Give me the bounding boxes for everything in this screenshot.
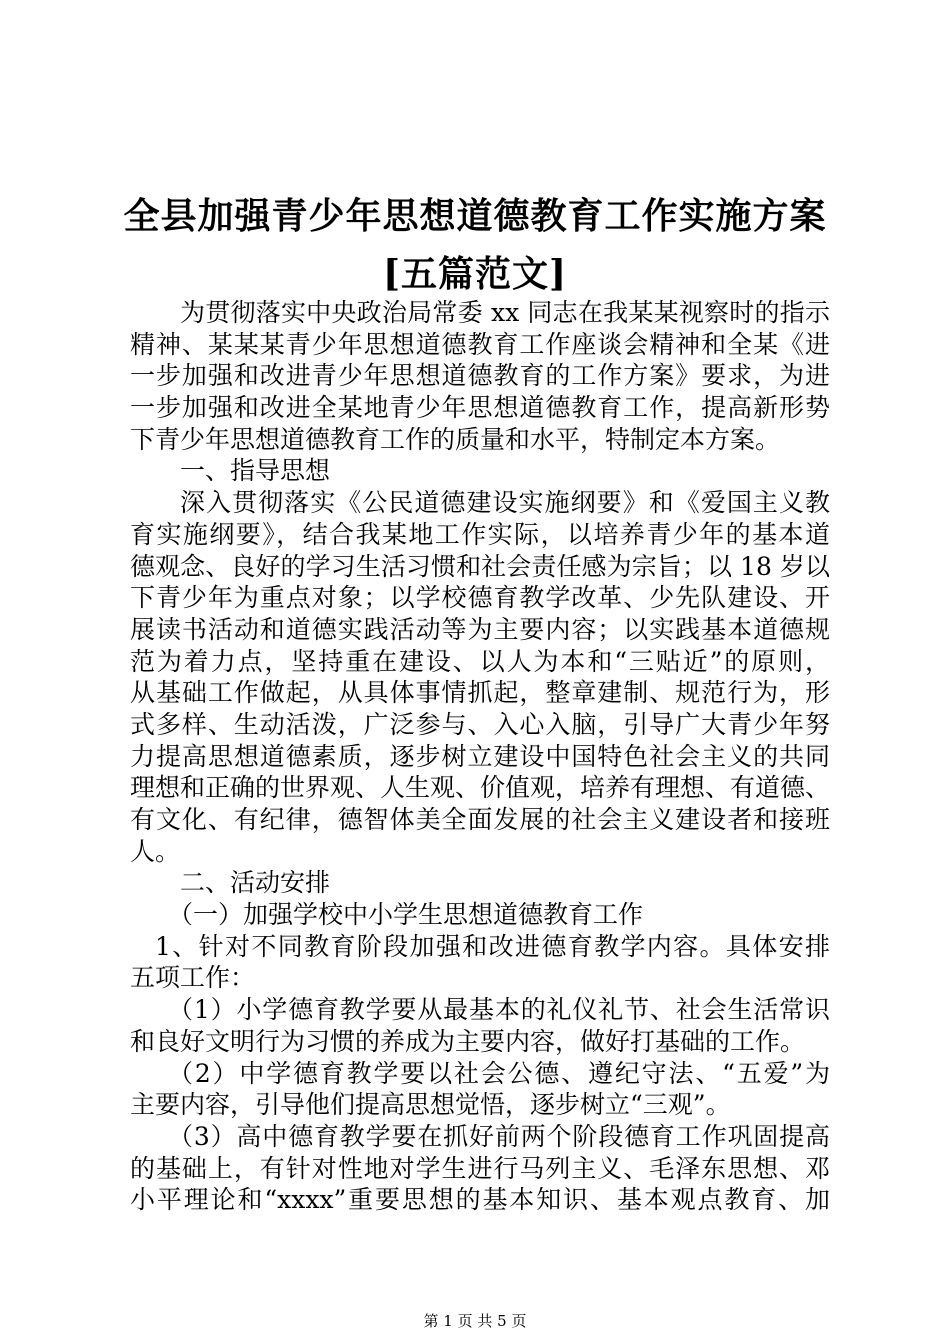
text-line: （2）中学德育教学要以社会公德、遵纪守法、“五爱”为 [168, 1058, 830, 1088]
text-line: 一步加强和改进全某地青少年思想道德教育工作，提高新形势 [130, 393, 830, 423]
text-line: 和良好文明行为习惯的养成为主要内容，做好打基础的工作。 [130, 1026, 806, 1056]
text-line: （3）高中德育教学要在抓好前两个阶段德育工作巩固提高 [168, 1121, 830, 1151]
page-footer: 第 1 页 共 5 页 [423, 1312, 527, 1330]
text-line: 从基础工作做起，从具体事情抓起，整章建制、规范行为，形 [130, 678, 830, 708]
text-line: 为贯彻落实中央政治局常委 xx 同志在我某某视察时的指示 [180, 298, 830, 327]
document-title: 全县加强青少年思想道德教育工作实施方案 [123, 195, 827, 237]
text-line: （一）加强学校中小学生思想道德教育工作 [168, 900, 644, 930]
text-line: 人。 [130, 836, 181, 866]
text-line: 小平理论和“xxxx”重要思想的基本知识、基本观点教育、加 [130, 1185, 830, 1215]
text-line: 范为着力点，坚持重在建设、以人为本和“三贴近”的原则， [130, 646, 830, 676]
text-line: 式多样、生动活泼，广泛参与、入心入脑，引导广大青少年努 [130, 709, 830, 739]
text-line: 理想和正确的世界观、人生观、价值观，培养有理想、有道德、 [130, 773, 831, 803]
text-line: 主要内容，引导他们提高思想觉悟，逐步树立“三观”。 [130, 1090, 731, 1120]
text-line: 深入贯彻落实《公民道德建设实施纲要》和《爱国主义教 [180, 488, 830, 518]
document-subtitle: [五篇范文] [382, 253, 568, 295]
text-line: 二、活动安排 [180, 868, 331, 898]
text-line: 1、针对不同教育阶段加强和改进德育教学内容。具体安排 [155, 931, 830, 961]
text-line: 的基础上，有针对性地对学生进行马列主义、毛泽东思想、邓 [130, 1153, 830, 1183]
text-line: 精神、某某某青少年思想道德教育工作座谈会精神和全某《进 [130, 329, 830, 359]
text-line: 下青少年思想道德教育工作的质量和水平，特制定本方案。 [130, 424, 781, 454]
text-line: 育实施纲要》，结合我某地工作实际，以培养青少年的基本道 [130, 519, 830, 549]
text-line: 德观念、良好的学习生活习惯和社会责任感为宗旨；以 18 岁以 [130, 551, 830, 581]
document-body [130, 297, 830, 1216]
text-line: 下青少年为重点对象；以学校德育教学改革、少先队建设、开 [130, 583, 830, 613]
text-line: 一、指导思想 [180, 456, 331, 486]
text-line: 一步加强和改进青少年思想道德教育的工作方案》要求，为进 [130, 361, 830, 391]
text-line: 五项工作： [130, 963, 256, 993]
text-line: （1）小学德育教学要从最基本的礼仪礼节、社会生活常识 [168, 995, 830, 1025]
text-line: 力提高思想道德素质，逐步树立建设中国特色社会主义的共同 [130, 741, 830, 771]
text-line: 有文化、有纪律，德智体美全面发展的社会主义建设者和接班 [130, 805, 830, 834]
text-line: 展读书活动和道德实践活动等为主要内容；以实践基本道德规 [130, 614, 830, 644]
